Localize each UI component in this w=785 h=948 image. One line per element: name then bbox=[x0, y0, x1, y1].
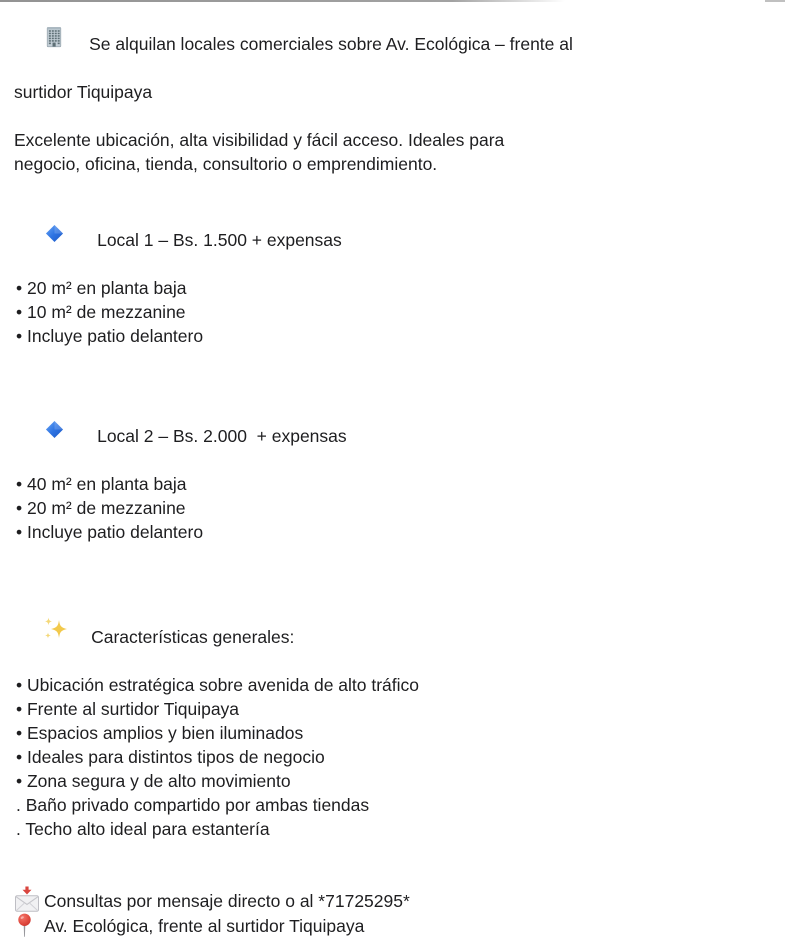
intro-line-1: Excelente ubicación, alta visibilidad y fácil acceso. Ideales para bbox=[14, 130, 505, 150]
post-title bbox=[14, 2, 771, 104]
feature-item: • Ubicación estratégica sobre avenida de alto tráfico bbox=[16, 675, 420, 695]
listing-2-header-text: Local 2 – Bs. 2.000 + expensas bbox=[97, 426, 347, 446]
feature-item: • Zona segura y de alto movimiento bbox=[16, 771, 291, 791]
intro-paragraph bbox=[14, 128, 771, 176]
feature-item: • Ideales para distintos tipos de negocio bbox=[16, 747, 325, 767]
listing-2-item: • 20 m² de mezzanine bbox=[16, 498, 186, 518]
listing-2-item: • 40 m² en planta baja bbox=[16, 474, 187, 494]
feature-item: • Frente al surtidor Tiquipaya bbox=[16, 699, 240, 719]
listing-local-1 bbox=[14, 200, 771, 348]
title-text-1: Se alquilan locales comerciales sobre Av. Ecológica – frente al bbox=[89, 34, 573, 54]
features-header-text: Características generales: bbox=[91, 627, 295, 647]
listing-1-item: • 20 m² en planta baja bbox=[16, 278, 187, 298]
features-section bbox=[14, 592, 771, 841]
top-divider bbox=[0, 0, 565, 2]
listing-1-header bbox=[14, 200, 771, 276]
listing-local-2 bbox=[14, 396, 771, 544]
listing-1-item: • 10 m² de mezzanine bbox=[16, 302, 186, 322]
contact-section bbox=[14, 889, 771, 938]
feature-item: • Espacios amplios y bien iluminados bbox=[16, 723, 304, 743]
listing-2-item: • Incluye patio delantero bbox=[16, 522, 204, 542]
title-line-1 bbox=[14, 2, 771, 80]
contact-location-line bbox=[14, 913, 771, 938]
contact-message-text: Consultas por mensaje directo o al *71725295* bbox=[44, 891, 410, 911]
office-building-icon bbox=[43, 26, 82, 48]
title-text-2: surtidor Tiquipaya bbox=[14, 82, 153, 102]
listing-1-item: • Incluye patio delantero bbox=[16, 326, 204, 346]
contact-message-line bbox=[14, 889, 771, 913]
listing-2-header bbox=[14, 396, 771, 472]
contact-location-text: Av. Ecológica, frente al surtidor Tiquipaya bbox=[44, 915, 365, 936]
blue-diamond-icon bbox=[45, 420, 84, 439]
listing-1-header-text: Local 1 – Bs. 1.500 + expensas bbox=[97, 230, 342, 250]
top-right-divider bbox=[765, 0, 785, 2]
sparkles-icon bbox=[43, 616, 82, 642]
feature-item: . Techo alto ideal para estantería bbox=[16, 819, 270, 839]
feature-item: . Baño privado compartido por ambas tiendas bbox=[16, 795, 370, 815]
round-pushpin-icon bbox=[16, 913, 44, 938]
intro-line-2: negocio, oficina, tienda, consultorio o emprendimiento. bbox=[14, 154, 438, 174]
features-header bbox=[14, 592, 771, 673]
blue-diamond-icon bbox=[45, 224, 84, 243]
